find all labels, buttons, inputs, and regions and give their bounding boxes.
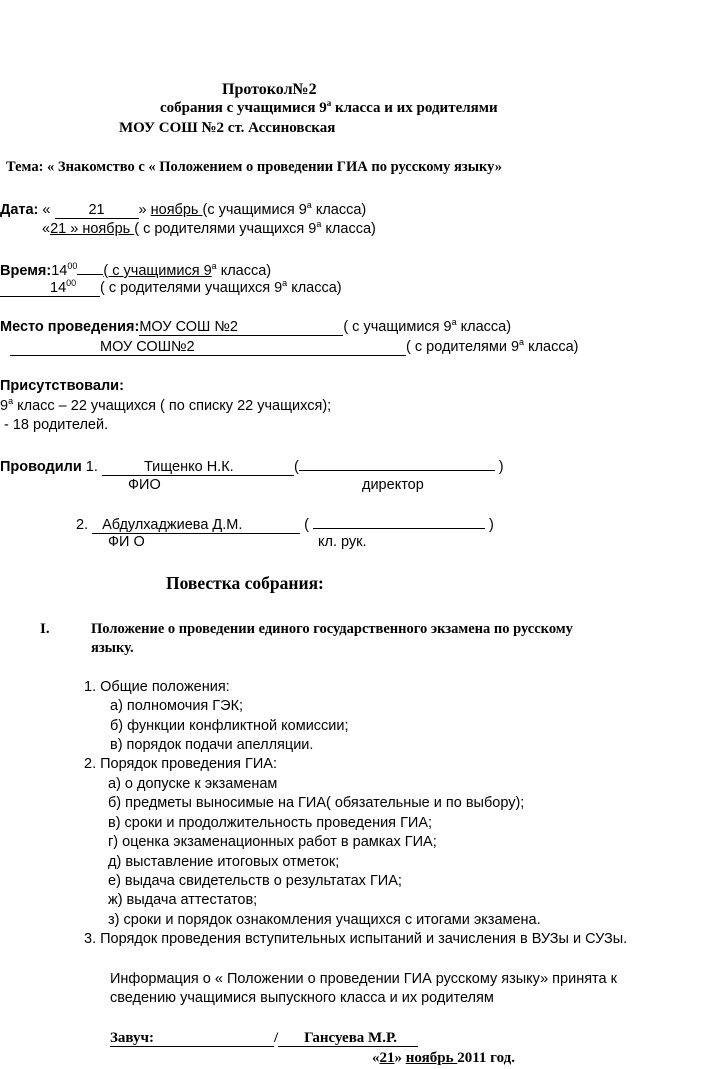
meeting-topic: Тема: « Знакомство с « Положением о проведении ГИА по русскому языку» xyxy=(6,159,503,175)
time-line-parents: $14^{00}$ ( с родителями учащихся $9^а$ класса) xyxy=(0,279,342,297)
agenda-item: 1. Общие положения: xyxy=(84,679,230,695)
agenda-item: е) выдача свидетельств о результатах ГИА; xyxy=(108,873,402,889)
protocol-title: Протокол№2 xyxy=(222,81,317,98)
date-line-parents: «21 » ноябрь ( с родителями учащихся $9^а$ класса) xyxy=(42,219,376,237)
protocol-subtitle: собрания с учащимися $9^а$ класса и их родителями xyxy=(160,98,498,116)
present-label: Присутствовали: xyxy=(0,378,124,394)
agenda-item: з) сроки и порядок ознакомления учащихся с итогами экзамена. xyxy=(108,912,541,928)
agenda-item: а) о допуске к экзаменам xyxy=(108,776,278,792)
place-line-parents: МОУ СОШ№2 ( с родителями $9^а$ класса) xyxy=(10,338,579,356)
agenda-roman-numeral: I. xyxy=(40,621,50,637)
date-day-students: 21 xyxy=(55,203,139,219)
agenda-item: в) сроки и продолжительность проведения ГИА; xyxy=(108,815,433,831)
signature-line: Завуч: / Гансуева М.Р. xyxy=(110,1029,418,1047)
conducted-line-1: Проводили 1. Тищенко Н.К. ( ) xyxy=(0,456,504,476)
conducted-line-2: 2. Абдулхаджиева Д.М. ( ) xyxy=(76,514,494,534)
info-line-1: Информация о « Положении о проведении ГИА русскому языку» принята к xyxy=(110,971,617,987)
agenda-item: д) выставление итоговых отметок; xyxy=(108,854,340,870)
present-parents: - 18 родителей. xyxy=(4,417,109,433)
conducted-role-2: кл. рук. xyxy=(318,534,367,550)
agenda-heading-line-1: Положение о проведении единого государственного экзамена по русскому xyxy=(91,621,573,637)
conducted-fio-1: ФИО xyxy=(128,477,161,493)
agenda-item: ж) выдача аттестатов; xyxy=(108,892,258,908)
agenda-item: б) предметы выносимые на ГИА( обязательные и по выбору); xyxy=(108,795,525,811)
agenda-item: г) оценка экзаменационных работ в рамках ГИА; xyxy=(108,834,437,850)
time-line-students: $Время:14^{00}$ ( с учащимися $9^а$ класса) xyxy=(0,261,272,279)
agenda-item: 3. Порядок проведения вступительных испытаний и зачисления в ВУЗы и СУЗы. xyxy=(84,931,628,947)
conducted-fio-2: ФИ О xyxy=(108,534,145,550)
school-name: МОУ СОШ №2 ст. Ассиновская xyxy=(119,120,336,136)
info-line-2: сведению учащимися выпускного класса и их родителям xyxy=(110,990,494,1006)
agenda-title: Повестка собрания: xyxy=(166,573,324,593)
place-line-students: Место проведения:МОУ СОШ №2 ( с учащимися $9^а$ класса) xyxy=(0,317,512,335)
agenda-heading-line-2: языку. xyxy=(91,640,134,656)
date-line-students: Дата: « 21 » ноябрь (с учащимися $9^а$ класса) xyxy=(0,200,367,218)
conducted-role-1: директор xyxy=(362,477,424,493)
agenda-item: б) функции конфликтной комиссии; xyxy=(110,718,349,734)
agenda-item: 2. Порядок проведения ГИА: xyxy=(84,756,278,772)
signature-date: «21» ноябрь 2011 год. xyxy=(372,1050,516,1066)
present-students: $9^а$ класс – 22 учащихся ( по списку 22 учащихся); xyxy=(0,396,332,414)
agenda-item: а) полномочия ГЭК; xyxy=(110,698,244,714)
agenda-item: в) порядок подачи апелляции. xyxy=(110,737,314,753)
